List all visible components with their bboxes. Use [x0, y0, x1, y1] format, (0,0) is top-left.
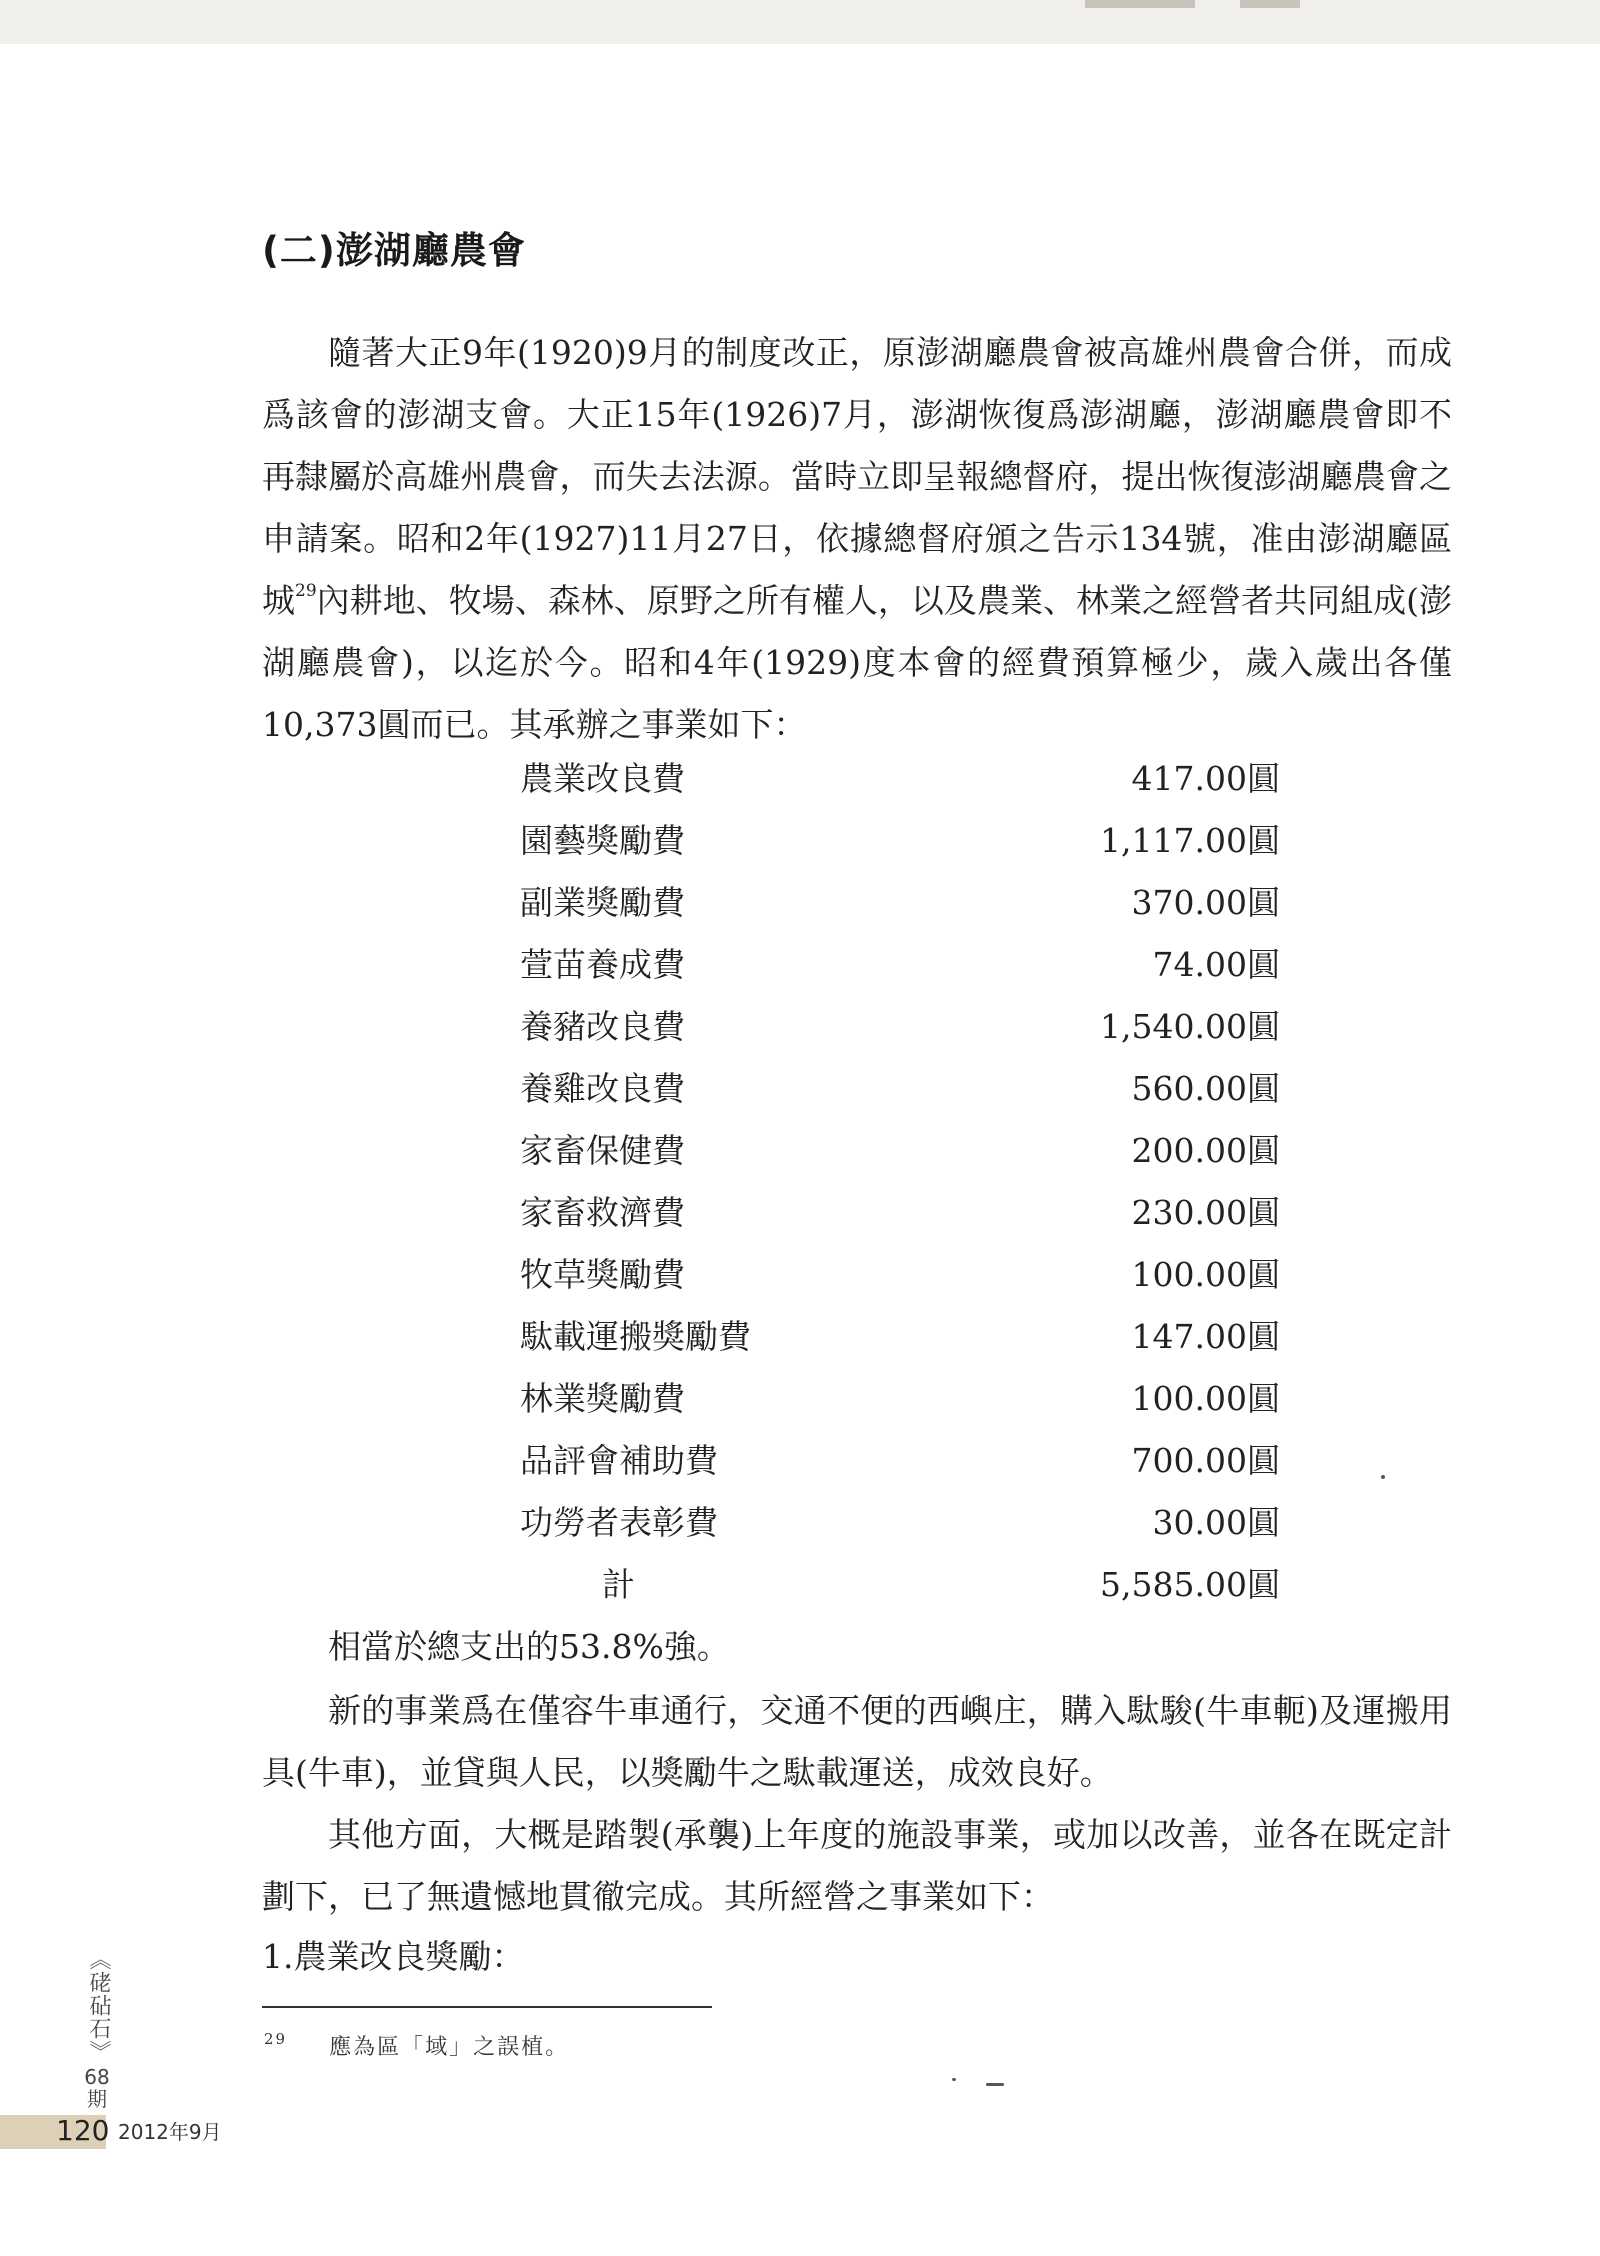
- budget-row: [520, 996, 1280, 1058]
- budget-item-amount: 100.00圓: [1131, 1255, 1280, 1294]
- paragraph-4: 其他方面，大概是踏製(承襲)上年度的施設事業，或加以改善，並各在既定計劃下，已了無遺憾地貫徹完成。其所經營之事業如下：: [262, 1815, 1452, 1916]
- budget-item-name: 園藝獎勵費: [520, 821, 685, 860]
- paragraph-3: 新的事業爲在僅容牛車通行，交通不便的西嶼庄，購入駄駿(牛車軛)及運搬用具(牛車)，並貸與人民，以獎勵牛之駄載運送，成效良好。: [262, 1691, 1452, 1792]
- list-item-1: 1.農業改良獎勵：: [262, 1937, 525, 1976]
- issue-number: 68: [84, 2065, 110, 2089]
- page-number: 120: [56, 2114, 110, 2147]
- budget-item-name: 牧草獎勵費: [520, 1255, 685, 1294]
- budget-item-amount: 1,117.00圓: [1100, 821, 1280, 860]
- budget-total-row: [520, 1554, 1280, 1616]
- budget-item-name: 林業獎勵費: [520, 1379, 685, 1418]
- budget-item-amount: 100.00圓: [1131, 1379, 1280, 1418]
- budget-row: [520, 872, 1280, 934]
- footnote: [264, 2030, 569, 2061]
- scan-top-band: [0, 0, 1600, 44]
- footnote-text: 應為區「域」之誤植。: [329, 2035, 570, 2060]
- issue-suffix: 期: [87, 2087, 107, 2111]
- scan-speck: [1381, 1475, 1385, 1479]
- budget-item-amount: 200.00圓: [1131, 1131, 1280, 1170]
- budget-item-amount: 1,540.00圓: [1100, 1007, 1280, 1046]
- scan-speck: [986, 2083, 1004, 2086]
- budget-item-amount: 370.00圓: [1131, 883, 1280, 922]
- budget-item-amount: 147.00圓: [1131, 1317, 1280, 1356]
- budget-item-amount: 30.00圓: [1152, 1503, 1280, 1542]
- budget-item-name: 養豬改良費: [520, 1007, 685, 1046]
- issue-label: [82, 2066, 112, 2110]
- scan-edge-mark: [1240, 0, 1300, 8]
- paragraph-1-text: 隨著大正9年(1920)9月的制度改正，原澎湖廳農會被高雄州農會合併，而成爲該會的澎湖支會。大正15年(1926)7月，澎湖恢復爲澎湖廳，澎湖廳農會即不再隸屬於高雄州農會，而失去法源。當時立即呈報總督府，提出恢復澎湖廳農會之申請案。昭和2年(1927)11月27日，依據總督府頒之告示134號，准由澎湖廳區城: [262, 333, 1452, 620]
- budget-item-name: 副業獎勵費: [520, 883, 685, 922]
- budget-row: [520, 1492, 1280, 1554]
- paragraph-2: 相當於總支出的53.8%強。: [328, 1627, 730, 1666]
- budget-table: [520, 748, 1280, 1616]
- budget-item-amount: 74.00圓: [1152, 945, 1280, 984]
- budget-item-amount: 700.00圓: [1131, 1441, 1280, 1480]
- budget-row: [520, 1368, 1280, 1430]
- budget-total-amount: 5,585.00圓: [1100, 1565, 1280, 1604]
- budget-item-name: 萱苗養成費: [520, 945, 685, 984]
- budget-item-name: 家畜救濟費: [520, 1193, 685, 1232]
- budget-item-name: 品評會補助費: [520, 1441, 718, 1480]
- budget-row: [520, 1244, 1280, 1306]
- section-title: (二)澎湖廳農會: [262, 229, 526, 272]
- budget-item-name: 家畜保健費: [520, 1131, 685, 1170]
- budget-item-name: 農業改良費: [520, 759, 685, 798]
- budget-row: [520, 1430, 1280, 1492]
- footnote-divider: [262, 2006, 712, 2008]
- budget-item-amount: 230.00圓: [1131, 1193, 1280, 1232]
- scan-speck: [952, 2078, 956, 2081]
- budget-item-name: 駄載運搬獎勵費: [520, 1317, 751, 1356]
- budget-row: [520, 748, 1280, 810]
- footnote-number: 29: [264, 2030, 288, 2048]
- paragraph-1-text-continued: 內耕地、牧場、森林、原野之所有權人，以及農業、林業之經營者共同組成(澎湖廳農會)，以迄於今。昭和4年(1929)度本會的經費預算極少，歲入歲出各僅10,373圓而已。其承辦之事業如下：: [262, 581, 1453, 744]
- footnote-reference[interactable]: 29: [295, 581, 317, 601]
- budget-row: [520, 1120, 1280, 1182]
- budget-item-amount: 560.00圓: [1131, 1069, 1280, 1108]
- journal-name: 《硓砧石》: [86, 1948, 111, 2063]
- budget-row: [520, 1306, 1280, 1368]
- budget-item-name: 功勞者表彰費: [520, 1503, 718, 1542]
- paragraph-1: [262, 322, 1452, 756]
- budget-item-name: 養雞改良費: [520, 1069, 685, 1108]
- budget-total-label: 計: [602, 1565, 635, 1604]
- budget-row: [520, 934, 1280, 996]
- publication-date: 2012年9月: [118, 2120, 222, 2144]
- budget-item-amount: 417.00圓: [1131, 759, 1280, 798]
- budget-row: [520, 1182, 1280, 1244]
- budget-row: [520, 810, 1280, 872]
- scan-edge-mark: [1085, 0, 1195, 8]
- budget-row: [520, 1058, 1280, 1120]
